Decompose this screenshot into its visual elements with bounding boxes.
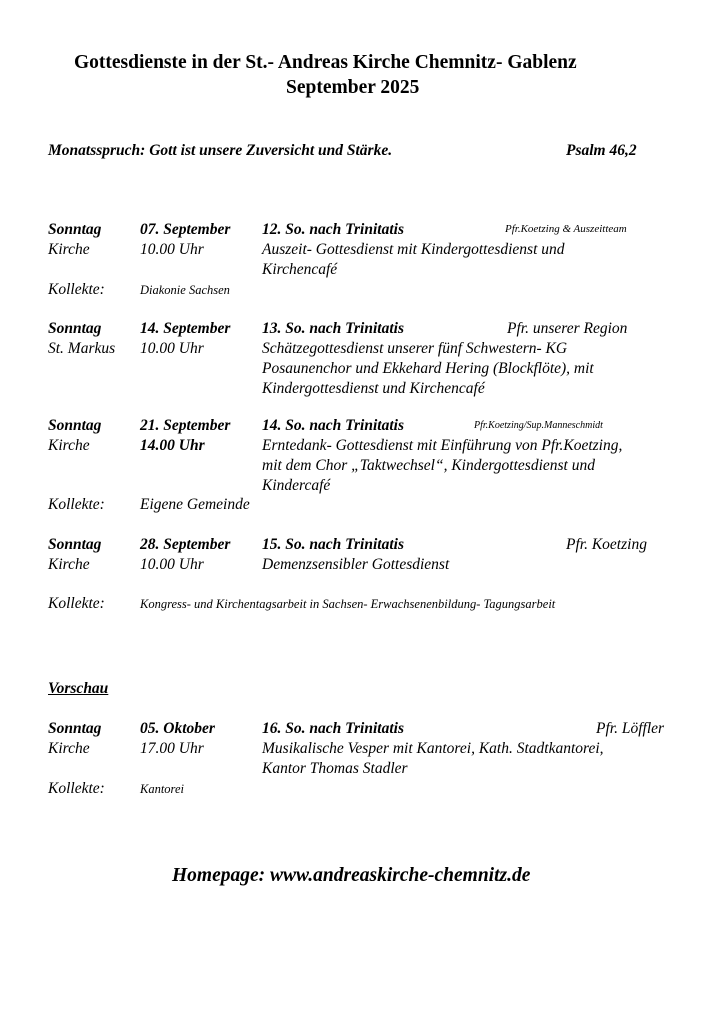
service-day: Sonntag	[48, 221, 102, 238]
service-description-line: Schätzegottesdienst unserer fünf Schwestern- KG	[262, 340, 568, 357]
service-description-line: Auszeit- Gottesdienst mit Kindergottesdienst und	[262, 241, 565, 258]
service-pastor: Pfr. Koetzing	[566, 536, 647, 553]
service-location: Kirche	[48, 740, 90, 757]
service-description-line: Kantor Thomas Stadler	[262, 760, 408, 777]
collection-purpose: Eigene Gemeinde	[140, 496, 250, 513]
service-sunday-name: 13. So. nach Trinitatis	[262, 320, 404, 337]
collection-label: Kollekte:	[48, 595, 105, 612]
service-pastor: Pfr. unserer Region	[507, 320, 628, 337]
service-day: Sonntag	[48, 536, 102, 553]
collection-label: Kollekte:	[48, 281, 105, 298]
service-sunday-name: 12. So. nach Trinitatis	[262, 221, 404, 238]
service-time: 10.00 Uhr	[140, 556, 204, 573]
service-description-line: Posaunenchor und Ekkehard Hering (Blockflöte), mit	[262, 360, 594, 377]
service-day: Sonntag	[48, 720, 102, 737]
service-time: 10.00 Uhr	[140, 241, 204, 258]
service-description-line: Kindercafé	[262, 477, 331, 494]
service-sunday-name: 16. So. nach Trinitatis	[262, 720, 404, 737]
service-pastor: Pfr.Koetzing/Sup.Manneschmidt	[474, 420, 603, 431]
service-location: St. Markus	[48, 340, 116, 357]
service-location: Kirche	[48, 437, 90, 454]
service-description-line: Kindergottesdienst und Kirchencafé	[262, 380, 485, 397]
collection-purpose: Diakonie Sachsen	[140, 283, 230, 297]
collection-purpose: Kantorei	[140, 782, 184, 796]
service-day: Sonntag	[48, 320, 102, 337]
service-date: 05. Oktober	[140, 720, 215, 737]
page-subtitle-month: September 2025	[286, 77, 420, 98]
service-date: 07. September	[140, 221, 231, 238]
service-date: 21. September	[140, 417, 231, 434]
service-location: Kirche	[48, 241, 90, 258]
homepage-link[interactable]: Homepage: www.andreaskirche-chemnitz.de	[172, 865, 531, 886]
motto-reference: Psalm 46,2	[566, 142, 637, 159]
service-description-line: Kirchencafé	[262, 261, 338, 278]
monthly-motto: Monatsspruch: Gott ist unsere Zuversicht und Stärke.	[48, 142, 393, 159]
service-sunday-name: 15. So. nach Trinitatis	[262, 536, 404, 553]
service-pastor: Pfr. Löffler	[596, 720, 665, 737]
service-date: 28. September	[140, 536, 231, 553]
service-day: Sonntag	[48, 417, 102, 434]
collection-label: Kollekte:	[48, 496, 105, 513]
collection-purpose: Kongress- und Kirchentagsarbeit in Sachsen- Erwachsenenbildung- Tagungsarbeit	[140, 597, 556, 611]
service-time: 14.00 Uhr	[140, 437, 205, 454]
service-description-line: mit dem Chor „Taktwechsel“, Kindergottesdienst und	[262, 457, 595, 474]
service-time: 17.00 Uhr	[140, 740, 204, 757]
service-sunday-name: 14. So. nach Trinitatis	[262, 417, 404, 434]
service-pastor: Pfr.Koetzing & Auszeitteam	[505, 223, 627, 235]
preview-heading: Vorschau	[48, 680, 109, 697]
service-time: 10.00 Uhr	[140, 340, 204, 357]
page-title: Gottesdienste in der St.- Andreas Kirche Chemnitz- Gablenz	[74, 52, 577, 73]
service-description-line: Erntedank- Gottesdienst mit Einführung von Pfr.Koetzing,	[262, 437, 623, 454]
collection-label: Kollekte:	[48, 780, 105, 797]
service-description-line: Musikalische Vesper mit Kantorei, Kath. Stadtkantorei,	[262, 740, 604, 757]
service-description-line: Demenzsensibler Gottesdienst	[262, 556, 450, 573]
service-date: 14. September	[140, 320, 231, 337]
service-location: Kirche	[48, 556, 90, 573]
